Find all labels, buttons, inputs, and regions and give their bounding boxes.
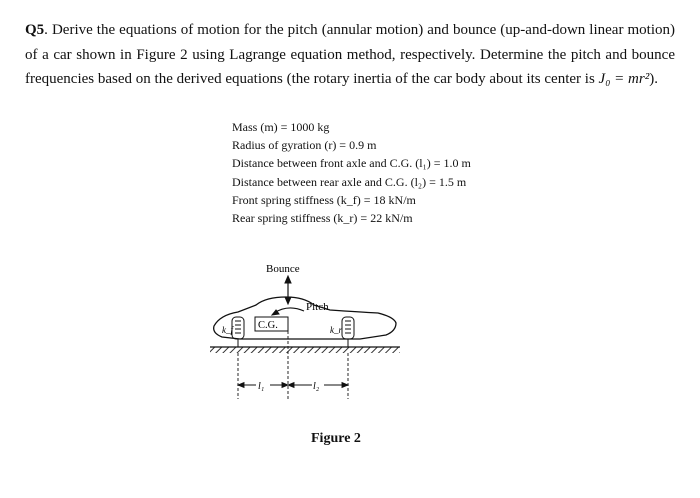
l1-label: l₁ (258, 381, 265, 392)
bounce-arrow (285, 276, 291, 304)
param-l1: Distance between front axle and C.G. (l₁) = 1.0 m (232, 156, 471, 171)
pitch-label: Pitch (306, 301, 329, 313)
dimension-lines (238, 331, 348, 399)
l2-label: l₂ (313, 381, 320, 392)
car-diagram (200, 255, 420, 415)
cg-label: C.G. (258, 320, 278, 331)
ground (210, 347, 400, 353)
question-number: Q5 (25, 22, 45, 38)
bounce-label: Bounce (266, 263, 300, 275)
param-l2: Distance between rear axle and C.G. (l₂) = 1.5 m (232, 174, 467, 189)
pitch-arrow (272, 308, 304, 315)
question-text (25, 18, 675, 92)
question-body: . Derive the equations of motion for the pitch (annular motion) and bounce (up-and-down linear motion) of a car shown in Figure 2 using Lagrange equation method, respectively. Determine the pitch and bounce frequencies based on the derived equations (the rotary inertia of the car body about its center is (25, 22, 675, 87)
car-body (214, 297, 396, 339)
param-kf: Front spring stiffness (k_f) = 18 kN/m (232, 192, 416, 207)
inertia-formula: J₀ = mr² (598, 71, 650, 87)
kr-label: k_r (330, 325, 342, 335)
front-spring (232, 317, 244, 347)
param-kr: Rear spring stiffness (k_r) = 22 kN/m (232, 211, 413, 226)
rear-spring (342, 317, 354, 347)
question-end: ). (649, 71, 658, 87)
param-mass: Mass (m) = 1000 kg (232, 120, 330, 134)
parameter-list (232, 118, 471, 227)
kf-label: k_f (222, 325, 233, 335)
param-radius: Radius of gyration (r) = 0.9 m (232, 138, 377, 153)
figure-caption: Figure 2 (311, 431, 361, 446)
